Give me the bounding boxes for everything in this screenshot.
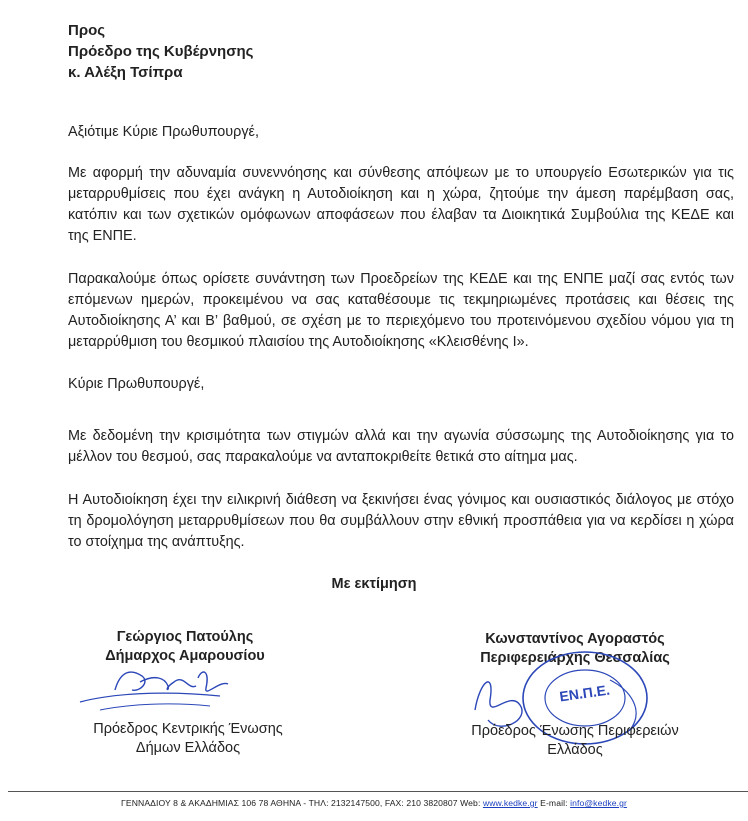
footer bbox=[0, 798, 748, 808]
greeting: Αξιότιμε Κύριε Πρωθυπουργέ, bbox=[68, 124, 259, 140]
paragraph-2: Παρακαλούμε όπως ορίσετε συνάντηση των Προεδρείων της ΚΕΔΕ και της ΕΝΠΕ μαζί σας εντός των επόμενων ημερών, προκειμένου να σας καταθέσουμε τις τεκμηριωμένες προτάσεις και θέσεις της Αυτοδιοίκησης Α’ και Β’ βαθμού, σε σχέση με το περιεχόμενο του προτεινόμενου σχεδίου νόμου για τη μεταρρύθμιση του θεσμικού πλαισίου της Αυτοδιοίκησης «Κλεισθένης Ι». bbox=[68, 271, 734, 350]
greeting-2: Κύριε Πρωθυπουργέ, bbox=[68, 376, 205, 392]
addressee-line-1: Προς bbox=[68, 22, 106, 39]
addressee-line-2: Πρόεδρο της Κυβέρνησης bbox=[68, 43, 254, 60]
stamp-center-text: ΕΝ.Π.Ε. bbox=[558, 681, 611, 705]
signatory-left-title-1: Πρόεδρος Κεντρικής Ένωσης bbox=[93, 721, 283, 737]
paragraph-3: Με δεδομένη την κρισιμότητα των στιγμών αλλά και την αγωνία σύσσωμης της Αυτοδιοίκησης για το μέλλον του θεσμού, σας παρακαλούμε να ανταποκριθείτε θετικά στο αίτημα μας. bbox=[68, 428, 734, 465]
footer-web-link[interactable]: www.kedke.gr bbox=[482, 798, 538, 808]
paragraph-4: Η Αυτοδιοίκηση έχει την ειλικρινή διάθεση να ξεκινήσει ένας γόνιμος και ουσιαστικός διάλογος με στόχο τη δρομολόγηση μεταρρυθμίσεων που θα συμβάλλουν στην εθνική προσπάθεια για να κερδίσει η χώρα το στοίχημα της ανάπτυξης. bbox=[68, 492, 734, 550]
footer-email-link[interactable]: info@kedke.gr bbox=[570, 798, 627, 808]
signature-left bbox=[70, 660, 260, 720]
signatory-right-title-2: Ελλάδος bbox=[547, 742, 603, 758]
closing: Με εκτίμηση bbox=[331, 576, 417, 592]
signatory-left-name: Γεώργιος Πατούλης bbox=[116, 629, 254, 645]
signatory-left-role: Δήμαρχος Αμαρουσίου bbox=[105, 648, 265, 664]
footer-email-label: E-mail: bbox=[540, 798, 568, 808]
addressee-block bbox=[68, 20, 253, 83]
addressee-line-3: κ. Αλέξη Τσίπρα bbox=[68, 64, 183, 81]
footer-divider bbox=[8, 791, 748, 792]
paragraph-1: Με αφορμή την αδυναμία συνεννόησης και σύνθεσης απόψεων με το υπουργείο Εσωτερικών για τις μεταρρυθμίσεις που έχει ανάγκη η Αυτοδιοίκηση και η χώρα, ζητούμε την άμεση παρέμβαση σας, κατόπιν και των σχετικών ομόφωνων αποφάσεων που έλαβαν τα Διοικητικά Συμβούλια της ΚΕΔΕ και της ΕΝΠΕ. bbox=[68, 165, 734, 244]
signatory-right-title-1: Πρόεδρος Ένωσης Περιφερειών bbox=[471, 723, 679, 739]
footer-address: ΓΕΝΝΑΔΙΟΥ 8 & ΑΚΑΔΗΜΙΑΣ 106 78 ΑΘΗΝΑ - ΤΗΛ: 2132147500, FAX: 210 3820807 bbox=[121, 798, 458, 808]
footer-web-label: Web: bbox=[460, 798, 481, 808]
signatory-right-name: Κωνσταντίνος Αγοραστός bbox=[485, 631, 665, 647]
signatory-left-title-2: Δήμων Ελλάδος bbox=[135, 740, 241, 756]
signatory-right-role: Περιφερειάρχης Θεσσαλίας bbox=[480, 650, 670, 666]
